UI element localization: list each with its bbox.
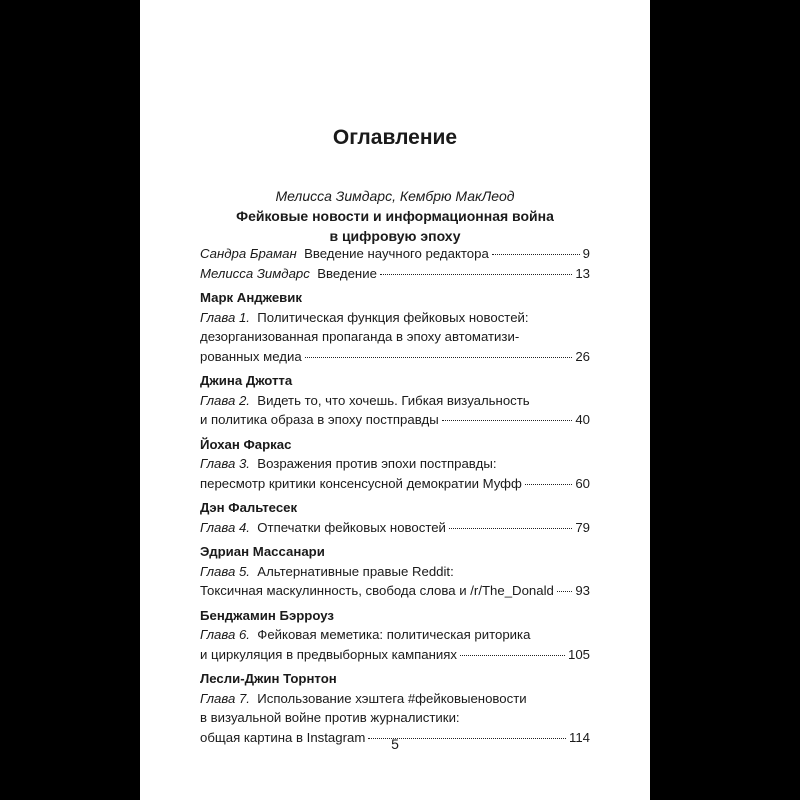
chapter-label: Глава 6.: [200, 627, 250, 642]
entry-title: Введение научного редактора: [304, 246, 489, 261]
leader-dots: [460, 654, 565, 656]
chapter-label: Глава 7.: [200, 690, 250, 706]
leader-dots: [492, 253, 580, 255]
chapter-line[interactable]: [200, 391, 590, 411]
toc-entry[interactable]: [200, 244, 590, 264]
toc-entry[interactable]: [200, 264, 590, 284]
leader-dots: [525, 483, 572, 485]
chapter-author: Марк Анджевик: [200, 290, 302, 305]
chapter-line[interactable]: в визуальной войне против журналистики:: [200, 710, 460, 725]
entry-title: Введение: [317, 265, 377, 281]
chapter-author: Дэн Фальтесек: [200, 500, 298, 515]
entry-page: 9: [582, 246, 590, 261]
chapter-title-part: и политика образа в эпоху постправды: [200, 412, 439, 427]
book-intro: [200, 186, 590, 246]
entry-author: Сандра Браман: [200, 246, 297, 261]
chapter-title-part: общая картина в Instagram: [200, 729, 366, 745]
entry-author: Мелисса Зимдарс: [200, 265, 310, 281]
leader-dots: [449, 527, 572, 529]
entry-page: 60: [575, 475, 590, 491]
leader-dots: [305, 356, 573, 358]
entry-page: 40: [575, 412, 590, 427]
page-number: 5: [391, 736, 399, 752]
entry-page: 114: [568, 729, 590, 745]
intro-authors: Мелисса Зимдарс, Кембрю МакЛеод: [275, 188, 515, 204]
entry-page: 79: [575, 519, 590, 535]
chapter-line[interactable]: [200, 562, 590, 582]
chapter-line[interactable]: [200, 308, 590, 328]
chapter-last-line[interactable]: [200, 645, 590, 665]
book-page: [140, 0, 650, 800]
book-title-line-1: Фейковые новости и информационная война: [236, 208, 554, 224]
entry-page: 93: [575, 583, 590, 598]
chapter-label: Глава 2.: [200, 392, 250, 408]
chapter-author: Джина Джотта: [200, 373, 293, 388]
chapter-line[interactable]: дезорганизованная пропаганда в эпоху автоматизи-: [200, 329, 520, 344]
chapter-title-part: Политическая функция фейковых новостей:: [257, 309, 529, 325]
chapter-last-line[interactable]: [200, 347, 590, 367]
leader-dots: [557, 590, 572, 592]
chapter-author: Лесли-Джин Торнтон: [200, 671, 337, 686]
right-black-margin: [650, 0, 800, 800]
table-of-contents: [200, 244, 590, 747]
page-title: Оглавление: [332, 126, 458, 149]
chapter-last-line[interactable]: [200, 518, 590, 538]
chapter-title-part: рованных медиа: [200, 348, 302, 364]
leader-dots: [380, 273, 572, 275]
chapter-title-part: Альтернативные правые Reddit:: [257, 563, 454, 579]
chapter-title-part: Токсичная маскулинность, свобода слова и /r/The_Donald: [200, 583, 554, 598]
chapter-title-part: Отпечатки фейковых новостей: [257, 519, 446, 535]
chapter-title-part: Возражения против эпохи постправды:: [257, 456, 497, 471]
leader-dots: [442, 419, 573, 421]
chapter-author: Бенджамин Бэрроуз: [200, 607, 334, 623]
left-black-margin: [0, 0, 140, 800]
chapter-title-part: пересмотр критики консенсусной демократии Муфф: [200, 475, 522, 491]
book-title-line-2: в цифровую эпоху: [329, 228, 461, 244]
entry-page: 26: [575, 348, 590, 364]
chapter-label: Глава 1.: [200, 309, 250, 325]
chapter-title-part: и циркуляция в предвыборных кампаниях: [200, 646, 457, 662]
chapter-last-line[interactable]: [200, 581, 590, 601]
chapter-label: Глава 5.: [200, 563, 250, 579]
chapter-line[interactable]: [200, 625, 590, 645]
chapter-last-line[interactable]: [200, 410, 590, 430]
chapter-line[interactable]: [200, 454, 590, 474]
entry-page: 13: [575, 265, 590, 281]
chapter-title-part: Фейковая меметика: политическая риторика: [257, 627, 531, 642]
chapter-last-line[interactable]: [200, 474, 590, 494]
chapter-label: Глава 3.: [200, 456, 250, 471]
chapter-title-part: Использование хэштега #фейковыеновости: [257, 690, 527, 706]
chapter-line[interactable]: [200, 689, 590, 709]
chapter-author: Эдриан Массанари: [200, 544, 325, 559]
entry-page: 105: [567, 646, 590, 662]
chapter-label: Глава 4.: [200, 519, 250, 535]
chapter-title-part: Видеть то, что хочешь. Гибкая визуальность: [257, 392, 530, 408]
chapter-author: Йохан Фаркас: [200, 436, 292, 452]
